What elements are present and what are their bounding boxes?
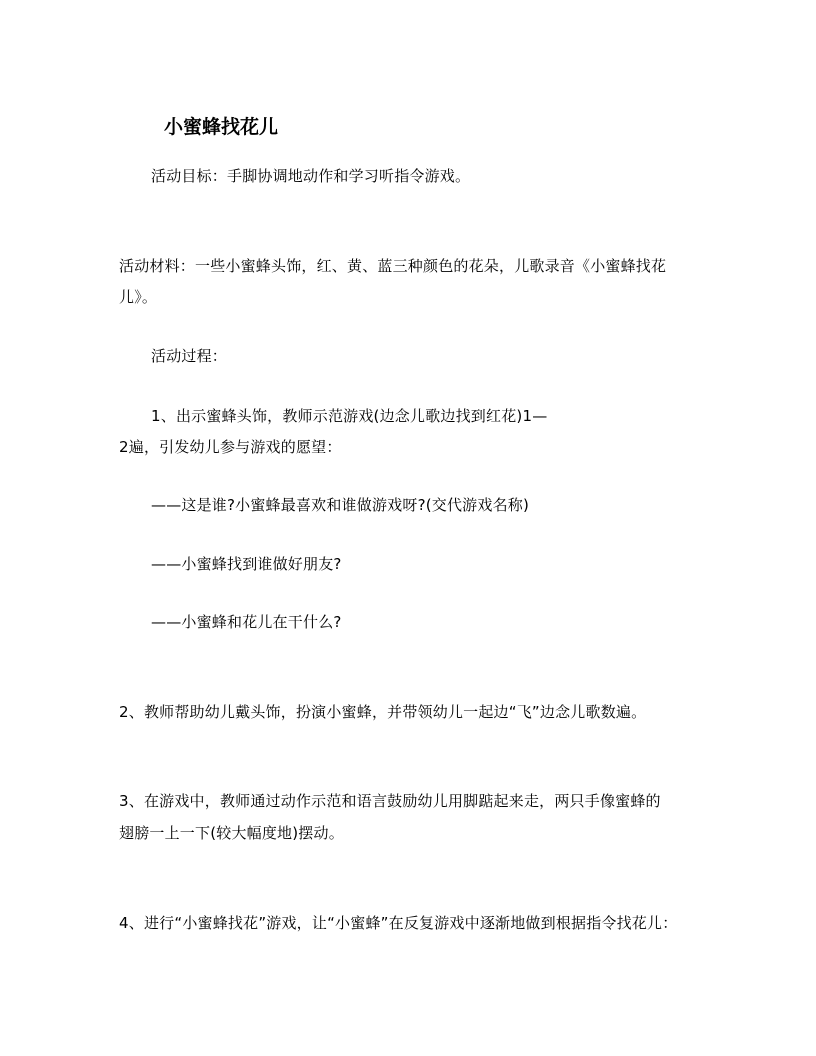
document-title: 小蜜蜂找花儿 <box>164 116 279 138</box>
step-4: 4、进行“小蜜蜂找花”游戏，让“小蜜蜂”在反复游戏中逐渐地做到根据指令找花儿： <box>119 914 678 932</box>
step-1-line-2: 2遍，引发幼儿参与游戏的愿望： <box>119 438 342 456</box>
question-2: ——小蜜蜂找到谁做好朋友? <box>151 555 342 573</box>
activity-materials-line-2: 儿》。 <box>119 288 158 306</box>
step-1-line-1: 1、出示蜜蜂头饰，教师示范游戏(边念儿歌边找到红花)1— <box>151 407 548 425</box>
activity-materials-line-1: 活动材料：一些小蜜蜂头饰，红、黄、蓝三种颜色的花朵，儿歌录音《小蜜蜂找花 <box>119 257 667 275</box>
activity-goal: 活动目标：手脚协调地动作和学习听指令游戏。 <box>151 167 471 185</box>
activity-process-heading: 活动过程： <box>151 347 228 365</box>
step-3-line-2: 翅膀一上一下(较大幅度地)摆动。 <box>119 824 344 842</box>
question-3: ——小蜜蜂和花儿在干什么? <box>151 613 342 631</box>
step-3-line-1: 3、在游戏中，教师通过动作示范和语言鼓励幼儿用脚踮起来走，两只手像蜜蜂的 <box>119 792 661 810</box>
step-2: 2、教师帮助幼儿戴头饰，扮演小蜜蜂，并带领幼儿一起边“飞”边念儿歌数遍。 <box>119 703 647 721</box>
question-1: ——这是谁?小蜜蜂最喜欢和谁做游戏呀?(交代游戏名称) <box>151 496 530 514</box>
